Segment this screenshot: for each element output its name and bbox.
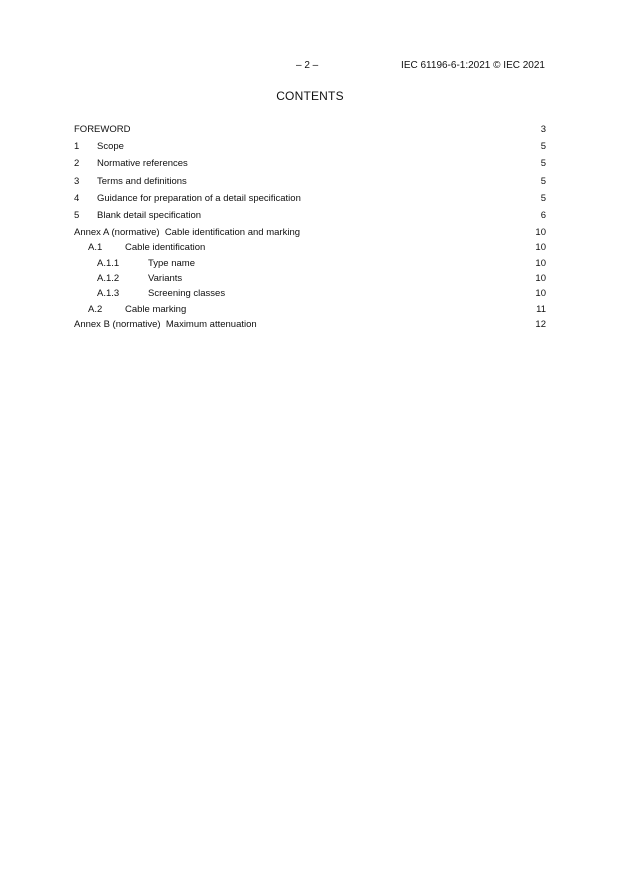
- toc-entry-label: Annex A (normative) Cable identification and marking: [74, 227, 301, 239]
- toc-entry-a1[interactable]: [74, 242, 546, 257]
- toc-entry-page: 5: [540, 192, 546, 204]
- toc-entry-page: 10: [535, 273, 546, 285]
- toc-entry-number: A.1.1: [97, 257, 120, 269]
- toc-entry-page: 11: [536, 303, 546, 315]
- toc-entry-label: Variants: [148, 273, 183, 285]
- toc-entry-page: 5: [540, 175, 546, 187]
- toc-entry-label: Annex B (normative) Maximum attenuation: [74, 318, 257, 330]
- toc-entry-blank-detail-specification[interactable]: [74, 210, 546, 227]
- toc-entry-terms-and-definitions[interactable]: [74, 176, 546, 193]
- toc-entry-number: 2: [74, 158, 80, 170]
- toc-entry-label: Guidance for preparation of a detail specification: [97, 192, 301, 204]
- toc-entry-label: Screening classes: [148, 288, 226, 300]
- toc-entry-page: 10: [535, 257, 546, 269]
- toc-entry-page: 10: [535, 288, 546, 300]
- toc-entry-number: 4: [74, 192, 80, 204]
- toc-entry-a13[interactable]: [74, 288, 546, 303]
- toc-entry-label: Terms and definitions: [97, 175, 187, 187]
- page-number: – 2 –: [296, 60, 319, 71]
- toc-entry-page: 3: [540, 124, 546, 135]
- toc-entry-page: 10: [535, 242, 546, 254]
- toc-entry-page: 6: [540, 209, 546, 221]
- toc-entry-page: 10: [535, 227, 546, 239]
- toc-entry-label: Scope: [97, 141, 124, 153]
- toc-entry-a11[interactable]: [74, 258, 546, 273]
- toc-entry-guidance[interactable]: [74, 193, 546, 210]
- toc-entry-page: 5: [540, 141, 546, 153]
- toc-entry-label: Type name: [148, 257, 195, 269]
- toc-entry-label: Blank detail specification: [97, 209, 202, 221]
- document-reference: IEC 61196-6-1:2021 © IEC 2021: [401, 60, 545, 71]
- toc-entry-label: Cable marking: [125, 303, 187, 315]
- toc-entry-number: 5: [74, 209, 80, 221]
- toc-entry-label: Cable identification: [125, 242, 206, 254]
- toc-entry-number: 3: [74, 175, 80, 187]
- toc-entry-page: 5: [540, 158, 546, 170]
- toc-entry-number: A.1.2: [97, 273, 120, 285]
- toc-entry-normative-references[interactable]: [74, 158, 546, 175]
- toc-entry-number: A.1: [88, 242, 103, 254]
- toc-entry-label: Normative references: [97, 158, 188, 170]
- toc-entry-label: FOREWORD: [74, 124, 131, 135]
- toc-entry-number: A.1.3: [97, 288, 120, 300]
- contents-title: CONTENTS: [276, 89, 344, 103]
- toc-entry-foreword[interactable]: [74, 124, 546, 141]
- toc-entry-a12[interactable]: [74, 273, 546, 288]
- table-of-contents: [74, 124, 546, 334]
- toc-entry-a2[interactable]: [74, 304, 546, 319]
- toc-entry-number: A.2: [88, 303, 103, 315]
- toc-entry-scope[interactable]: [74, 141, 546, 158]
- toc-entry-page: 12: [535, 318, 546, 330]
- toc-entry-annex-b[interactable]: [74, 319, 546, 334]
- toc-entry-number: 1: [74, 141, 80, 153]
- page-header: [0, 60, 620, 74]
- toc-entry-annex-a[interactable]: [74, 227, 546, 242]
